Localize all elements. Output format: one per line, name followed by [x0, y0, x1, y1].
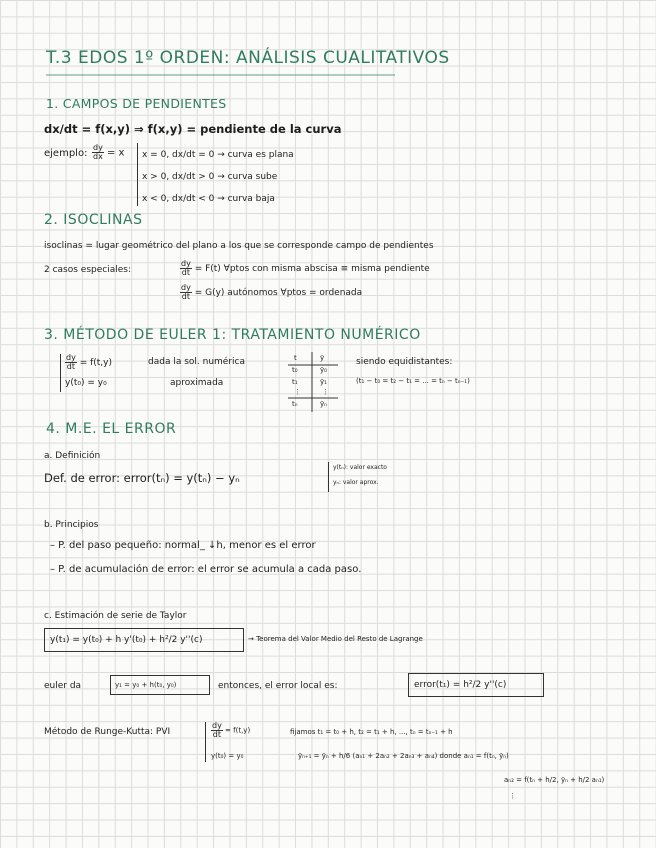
section-heading-campos: 1. CAMPOS DE PENDIENTES — [46, 96, 227, 111]
case-line: x < 0, dx/dt < 0 → curva baja — [142, 194, 275, 204]
equidistant-formula: (t₁ − t₀ = t₂ − t₁ = ... = tₙ − tₙ₋₁) — [356, 377, 470, 385]
derivative-fraction: $\frac{dy}{dx}$ — [93, 143, 103, 161]
local-error-formula: error(t₁) = h²/2 y''(c) — [414, 680, 507, 690]
principle-item: – P. de acumulación de error: el error se acumula a cada paso. — [50, 564, 362, 575]
rk-system-line-2: y(t₀) = y₀ — [211, 752, 244, 760]
error-def-brace — [328, 462, 329, 492]
rk-continuation-dots: ⋮ — [509, 792, 516, 800]
subheading-taylor: c. Estimación de serie de Taylor — [44, 611, 187, 621]
table-cell: tₙ — [292, 400, 298, 408]
table-header: ȳ — [320, 354, 325, 362]
table-cell: ⋮ — [322, 388, 329, 396]
euler-gives-label: euler da — [44, 681, 82, 691]
subheading-principios: b. Principios — [44, 520, 99, 530]
rk-a2-formula: aₙ₂ = f(tₙ + h/2, ȳₙ + h/2 aₙ₁) — [504, 776, 605, 784]
euler-desc-1: dada la sol. numérica — [148, 357, 245, 367]
table-cell: ȳₙ — [320, 400, 327, 408]
special-cases-label: 2 casos especiales: — [44, 265, 131, 275]
exact-value-note: y(tₙ): valor exacto — [333, 464, 387, 471]
subheading-definicion: a. Definición — [44, 451, 101, 461]
case-line: x = 0, dx/dt = 0 → curva es plana — [142, 150, 294, 160]
system-line-1: $\frac{dy}{dt}$ = f(t,y) — [66, 353, 112, 371]
euler-step-formula: y₁ = y₀ + h(t₀, y₀) — [115, 681, 177, 689]
example-label: ejemplo: — [44, 148, 88, 159]
isoclinas-definition: isoclinas = lugar geométrico del plano a los que se corresponde campo de pendientes — [44, 241, 434, 251]
section1-main-equation: dx/dt = f(x,y) ⇒ f(x,y) = pendiente de la curva — [44, 122, 342, 136]
local-error-label: entonces, el error local es: — [218, 681, 338, 691]
table-cell: t₀ — [292, 366, 298, 374]
case-line: x > 0, dx/dt > 0 → curva sube — [142, 172, 278, 182]
table-cell: t₁ — [292, 378, 298, 386]
table-cell: ȳ₀ — [320, 366, 327, 374]
rk-formula: ȳₙ₊₁ = ȳₙ + h/6 (aₙ₁ + 2aₙ₂ + 2aₙ₃ + aₙ₄) donde aₙ₁ = f(tₙ, ȳₙ) — [298, 752, 509, 760]
system-line-2: y(t₀) = y₀ — [65, 378, 107, 388]
special-case-1: $\frac{dy}{dt}$ = F(t) ∀ptos con misma abscisa ≡ misma pendiente — [181, 259, 430, 277]
runge-kutta-label: Método de Runge-Kutta: PVI — [44, 727, 171, 737]
euler-desc-2: aproximada — [170, 378, 224, 388]
equidistant-note: siendo equidistantes: — [356, 357, 453, 367]
table-header: t — [294, 354, 297, 362]
approx-value-note: yₙ: valor aprox. — [333, 479, 379, 486]
error-definition: Def. de error: error(tₙ) = y(tₙ) − yₙ — [44, 471, 240, 485]
rk-fix-steps: fijamos t₁ = t₀ + h, t₂ = t₁ + h, ..., tₙ = tₙ₋₁ + h — [290, 728, 453, 736]
principle-item: – P. del paso pequeño: normal_ ↓h, menor es el error — [50, 540, 316, 551]
section-heading-euler: 3. MÉTODO DE EULER 1: TRATAMIENTO NUMÉRICO — [44, 327, 421, 343]
special-case-2: $\frac{dy}{dt}$ = G(y) autónomos ∀ptos = ordenada — [181, 283, 363, 301]
table-cell: ȳ₁ — [320, 378, 327, 386]
table-cell: ⋮ — [294, 388, 301, 396]
rk-system-line-1: $\frac{dy}{dt}$ = f(t,y) — [212, 721, 251, 739]
lagrange-note: → Teorema del Valor Medio del Resto de Lagrange — [248, 635, 423, 643]
taylor-formula: y(t₁) = y(t₀) + h y'(t₀) + h²/2 y''(c) — [50, 635, 203, 645]
page-title: T.3 EDOS 1º ORDEN: ANÁLISIS CUALITATIVOS — [46, 48, 450, 68]
section-heading-isoclinas: 2. ISOCLINAS — [44, 212, 143, 228]
example-equation: $\frac{dy}{dx}$ = x — [93, 143, 125, 161]
section-heading-error: 4. M.E. EL ERROR — [46, 421, 177, 437]
rk-system-brace — [205, 722, 206, 762]
